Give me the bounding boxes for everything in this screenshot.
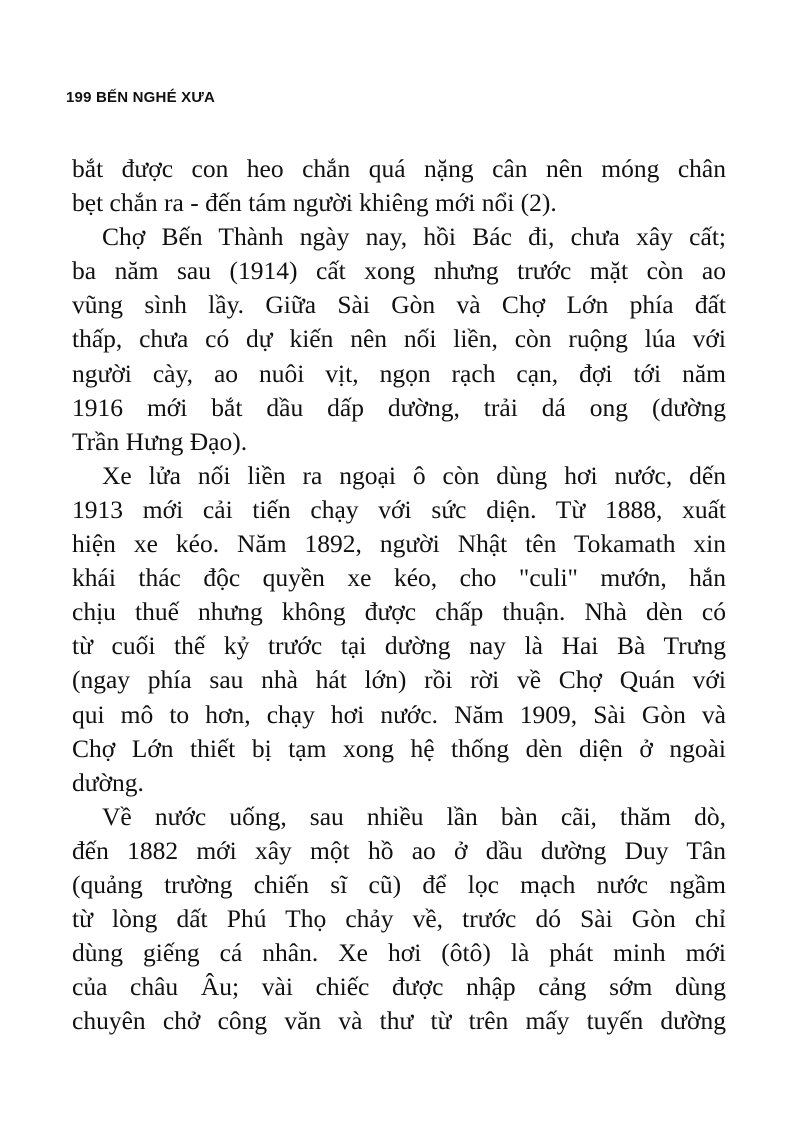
text-line: Chợ Lớn thiết bị tạm xong hệ thống dèn diện ở ngoài xyxy=(72,733,726,763)
text-line: Trần Hưng Đạo). xyxy=(72,426,248,456)
text-line: hiện xe kéo. Năm 1892, người Nhật tên Tokamath xin xyxy=(72,529,726,559)
text-line: ba năm sau (1914) cất xong nhưng trước mặt còn ao xyxy=(72,256,726,286)
text-line: bắt được con heo chắn quá nặng cân nên móng chân xyxy=(72,154,726,183)
text-line: thấp, chưa có dự kiến nên nối liền, còn ruộng lúa với xyxy=(72,324,726,354)
running-header: 199 BẾN NGHÉ XƯA xyxy=(66,89,216,106)
paragraph-first-line: Xe lửa nối liền ra ngoại ô còn dùng hơi nước, dến xyxy=(102,460,726,490)
text-line: chuyên chở công văn và thư từ trên mấy tuyến dường xyxy=(72,1006,726,1036)
text-line: (quảng trường chiến sĩ cũ) để lọc mạch nước ngầm xyxy=(72,869,726,899)
text-line: 1913 mới cải tiến chạy với sức diện. Từ 1888, xuất xyxy=(72,494,726,524)
text-line: người cày, ao nuôi vịt, ngọn rạch cạn, đợi tới năm xyxy=(72,358,726,388)
text-line: 1916 mới bắt dầu dấp dường, trải dá ong (dường xyxy=(72,392,726,422)
text-line: của châu Âu; vài chiếc được nhập cảng sớm dùng xyxy=(72,972,726,1002)
paragraph-first-line: Về nước uống, sau nhiều lần bàn cãi, thăm dò, xyxy=(102,801,726,831)
body-text xyxy=(72,152,726,1038)
text-line: khái thác độc quyền xe kéo, cho "culi" mướn, hắn xyxy=(72,563,726,593)
text-line: bẹt chắn ra - đến tám người khiêng mới nổi (2). xyxy=(72,188,557,218)
text-line: dùng giếng cá nhân. Xe hơi (ôtô) là phát minh mới xyxy=(72,938,726,968)
text-line: vũng sình lầy. Giữa Sài Gòn và Chợ Lớn phía đất xyxy=(72,290,726,320)
text-line: đến 1882 mới xây một hồ ao ở dầu dường Duy Tân xyxy=(72,835,726,865)
text-line: qui mô to hơn, chạy hơi nước. Năm 1909, Sài Gòn và xyxy=(72,699,726,729)
text-line: từ lòng dất Phú Thọ chảy về, trước dó Sài Gòn chỉ xyxy=(72,904,726,934)
text-line: (ngay phía sau nhà hát lớn) rồi rời về Chợ Quán với xyxy=(72,665,726,695)
paragraph-first-line: Chợ Bến Thành ngày nay, hồi Bác đi, chưa xây cất; xyxy=(102,222,726,252)
text-line: dường. xyxy=(72,767,144,797)
text-line: chịu thuế nhưng không được chấp thuận. Nhà dèn có xyxy=(72,597,726,627)
text-line: từ cuối thế kỷ trước tại dường nay là Hai Bà Trưng xyxy=(72,631,726,661)
